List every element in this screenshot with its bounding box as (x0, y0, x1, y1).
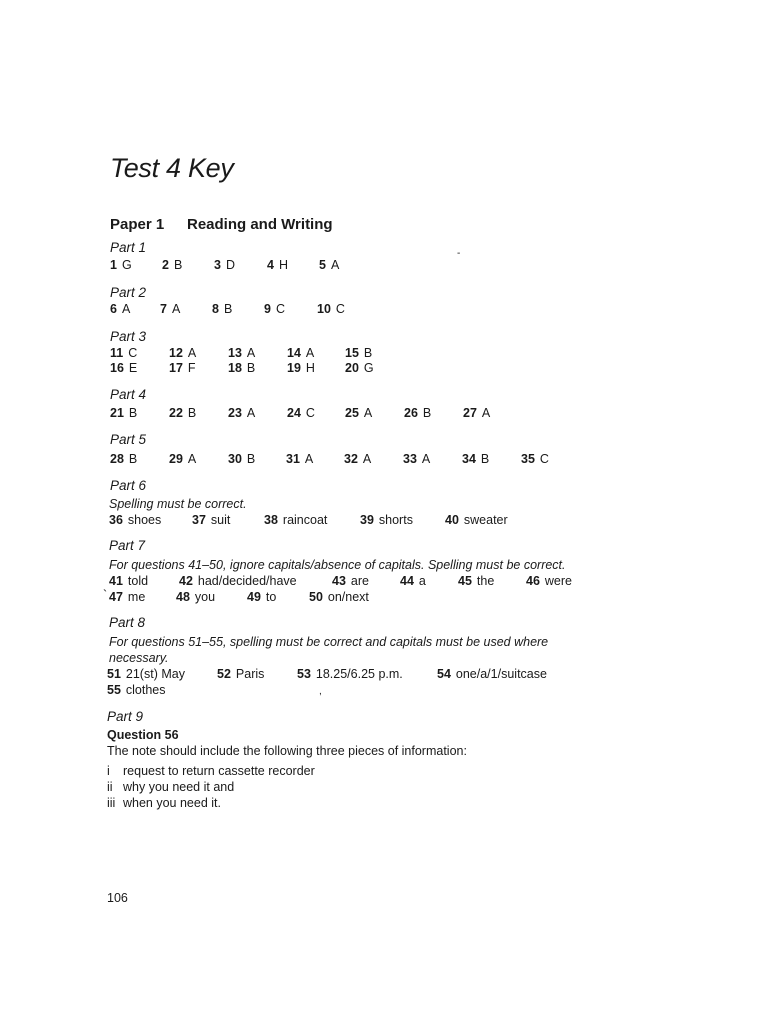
answer-item: 32 A (344, 452, 372, 466)
part-6-heading: Part 6 (110, 478, 147, 493)
answer-item: 25 A (345, 406, 373, 420)
answer-item: 3 D (214, 258, 235, 272)
answer-item: 43 are (332, 574, 369, 588)
answer-item: 21 B (110, 406, 138, 420)
answer-item: 23 A (228, 406, 256, 420)
answer-item: 49 to (247, 590, 277, 604)
answer-item: 44 a (400, 574, 426, 588)
answer-item: 5 A (319, 258, 340, 272)
part-7-heading: Part 7 (109, 538, 146, 553)
answer-item: 42 had/decided/have (179, 574, 297, 588)
answer-item: 28 B (110, 452, 138, 466)
answer-item: 24 C (287, 406, 315, 420)
answer-item: 51 21(st) May (107, 667, 185, 681)
part-2-heading: Part 2 (110, 285, 147, 300)
info-item-numeral: iii (107, 796, 116, 810)
page-title: Test 4 Key (110, 153, 234, 183)
answer-item: 27 A (463, 406, 491, 420)
answer-item: 45 the (458, 574, 495, 588)
answer-item: 10 C (317, 302, 345, 316)
part-8-instruction-line-1: For questions 51–55, spelling must be correct and capitals must be used where (109, 635, 549, 649)
answer-item: 17 F (169, 361, 196, 375)
answer-item: 37 suit (192, 513, 231, 527)
answer-item: 39 shorts (360, 513, 413, 527)
part-8-heading: Part 8 (109, 615, 146, 630)
answer-item: 14 A (287, 346, 315, 360)
answer-item: 2 B (162, 258, 183, 272)
part-6-instruction: Spelling must be correct. (109, 497, 247, 511)
answer-item: 19 H (287, 361, 315, 375)
answer-item: 20 G (345, 361, 374, 375)
answer-item: 36 shoes (109, 513, 162, 527)
answer-item: 47 me (109, 590, 146, 604)
answer-item: 29 A (169, 452, 197, 466)
info-item-numeral: ii (107, 780, 113, 794)
answer-item: 22 B (169, 406, 197, 420)
answer-item: 8 B (212, 302, 233, 316)
answer-item: 1 G (110, 258, 132, 272)
answer-item: 26 B (404, 406, 432, 420)
answer-item: 48 you (176, 590, 216, 604)
answer-item: 35 C (521, 452, 549, 466)
part-5-heading: Part 5 (110, 432, 147, 447)
stray-dash: - (457, 248, 461, 259)
answer-item: 12 A (169, 346, 197, 360)
question-56-heading: Question 56 (107, 728, 179, 742)
stray-comma: , (319, 686, 322, 697)
paper-number: Paper 1 (110, 216, 165, 233)
stray-backtick: ` (103, 588, 108, 602)
answer-item: 9 C (264, 302, 285, 316)
answer-item: 4 H (267, 258, 288, 272)
answer-item: 30 B (228, 452, 256, 466)
answer-item: 38 raincoat (264, 513, 328, 527)
part-4-heading: Part 4 (110, 387, 147, 402)
answer-item: 11 C (110, 346, 138, 360)
info-item-text: request to return cassette recorder (123, 764, 315, 778)
answer-item: 55 clothes (107, 683, 166, 697)
answer-item: 46 were (526, 574, 572, 588)
answer-item: 41 told (109, 574, 149, 588)
answer-item: 13 A (228, 346, 256, 360)
answer-item: 15 B (345, 346, 373, 360)
paper-name: Reading and Writing (187, 216, 333, 233)
info-item-numeral: i (107, 764, 110, 778)
answer-item: 54 one/a/1/suitcase (437, 667, 547, 681)
part-7-instruction: For questions 41–50, ignore capitals/absence of capitals. Spelling must be correct. (109, 558, 566, 572)
answer-item: 6 A (110, 302, 131, 316)
answer-item: 16 E (110, 361, 138, 375)
answer-item: 34 B (462, 452, 490, 466)
part-9-heading: Part 9 (107, 709, 144, 724)
answer-item: 50 on/next (309, 590, 369, 604)
answer-item: 40 sweater (445, 513, 508, 527)
part-8-instruction-line-2: necessary. (109, 651, 169, 665)
info-item-text: when you need it. (123, 796, 221, 810)
answer-item: 31 A (286, 452, 314, 466)
question-56-intro: The note should include the following three pieces of information: (107, 744, 467, 758)
answer-item: 7 A (160, 302, 181, 316)
info-item-text: why you need it and (123, 780, 235, 794)
page-number: 106 (107, 891, 128, 905)
answer-item: 52 Paris (217, 667, 265, 681)
answer-item: 53 18.25/6.25 p.m. (297, 667, 403, 681)
answer-item: 33 A (403, 452, 431, 466)
part-3-heading: Part 3 (110, 329, 147, 344)
part-1-heading: Part 1 (110, 240, 147, 255)
answer-item: 18 B (228, 361, 256, 375)
